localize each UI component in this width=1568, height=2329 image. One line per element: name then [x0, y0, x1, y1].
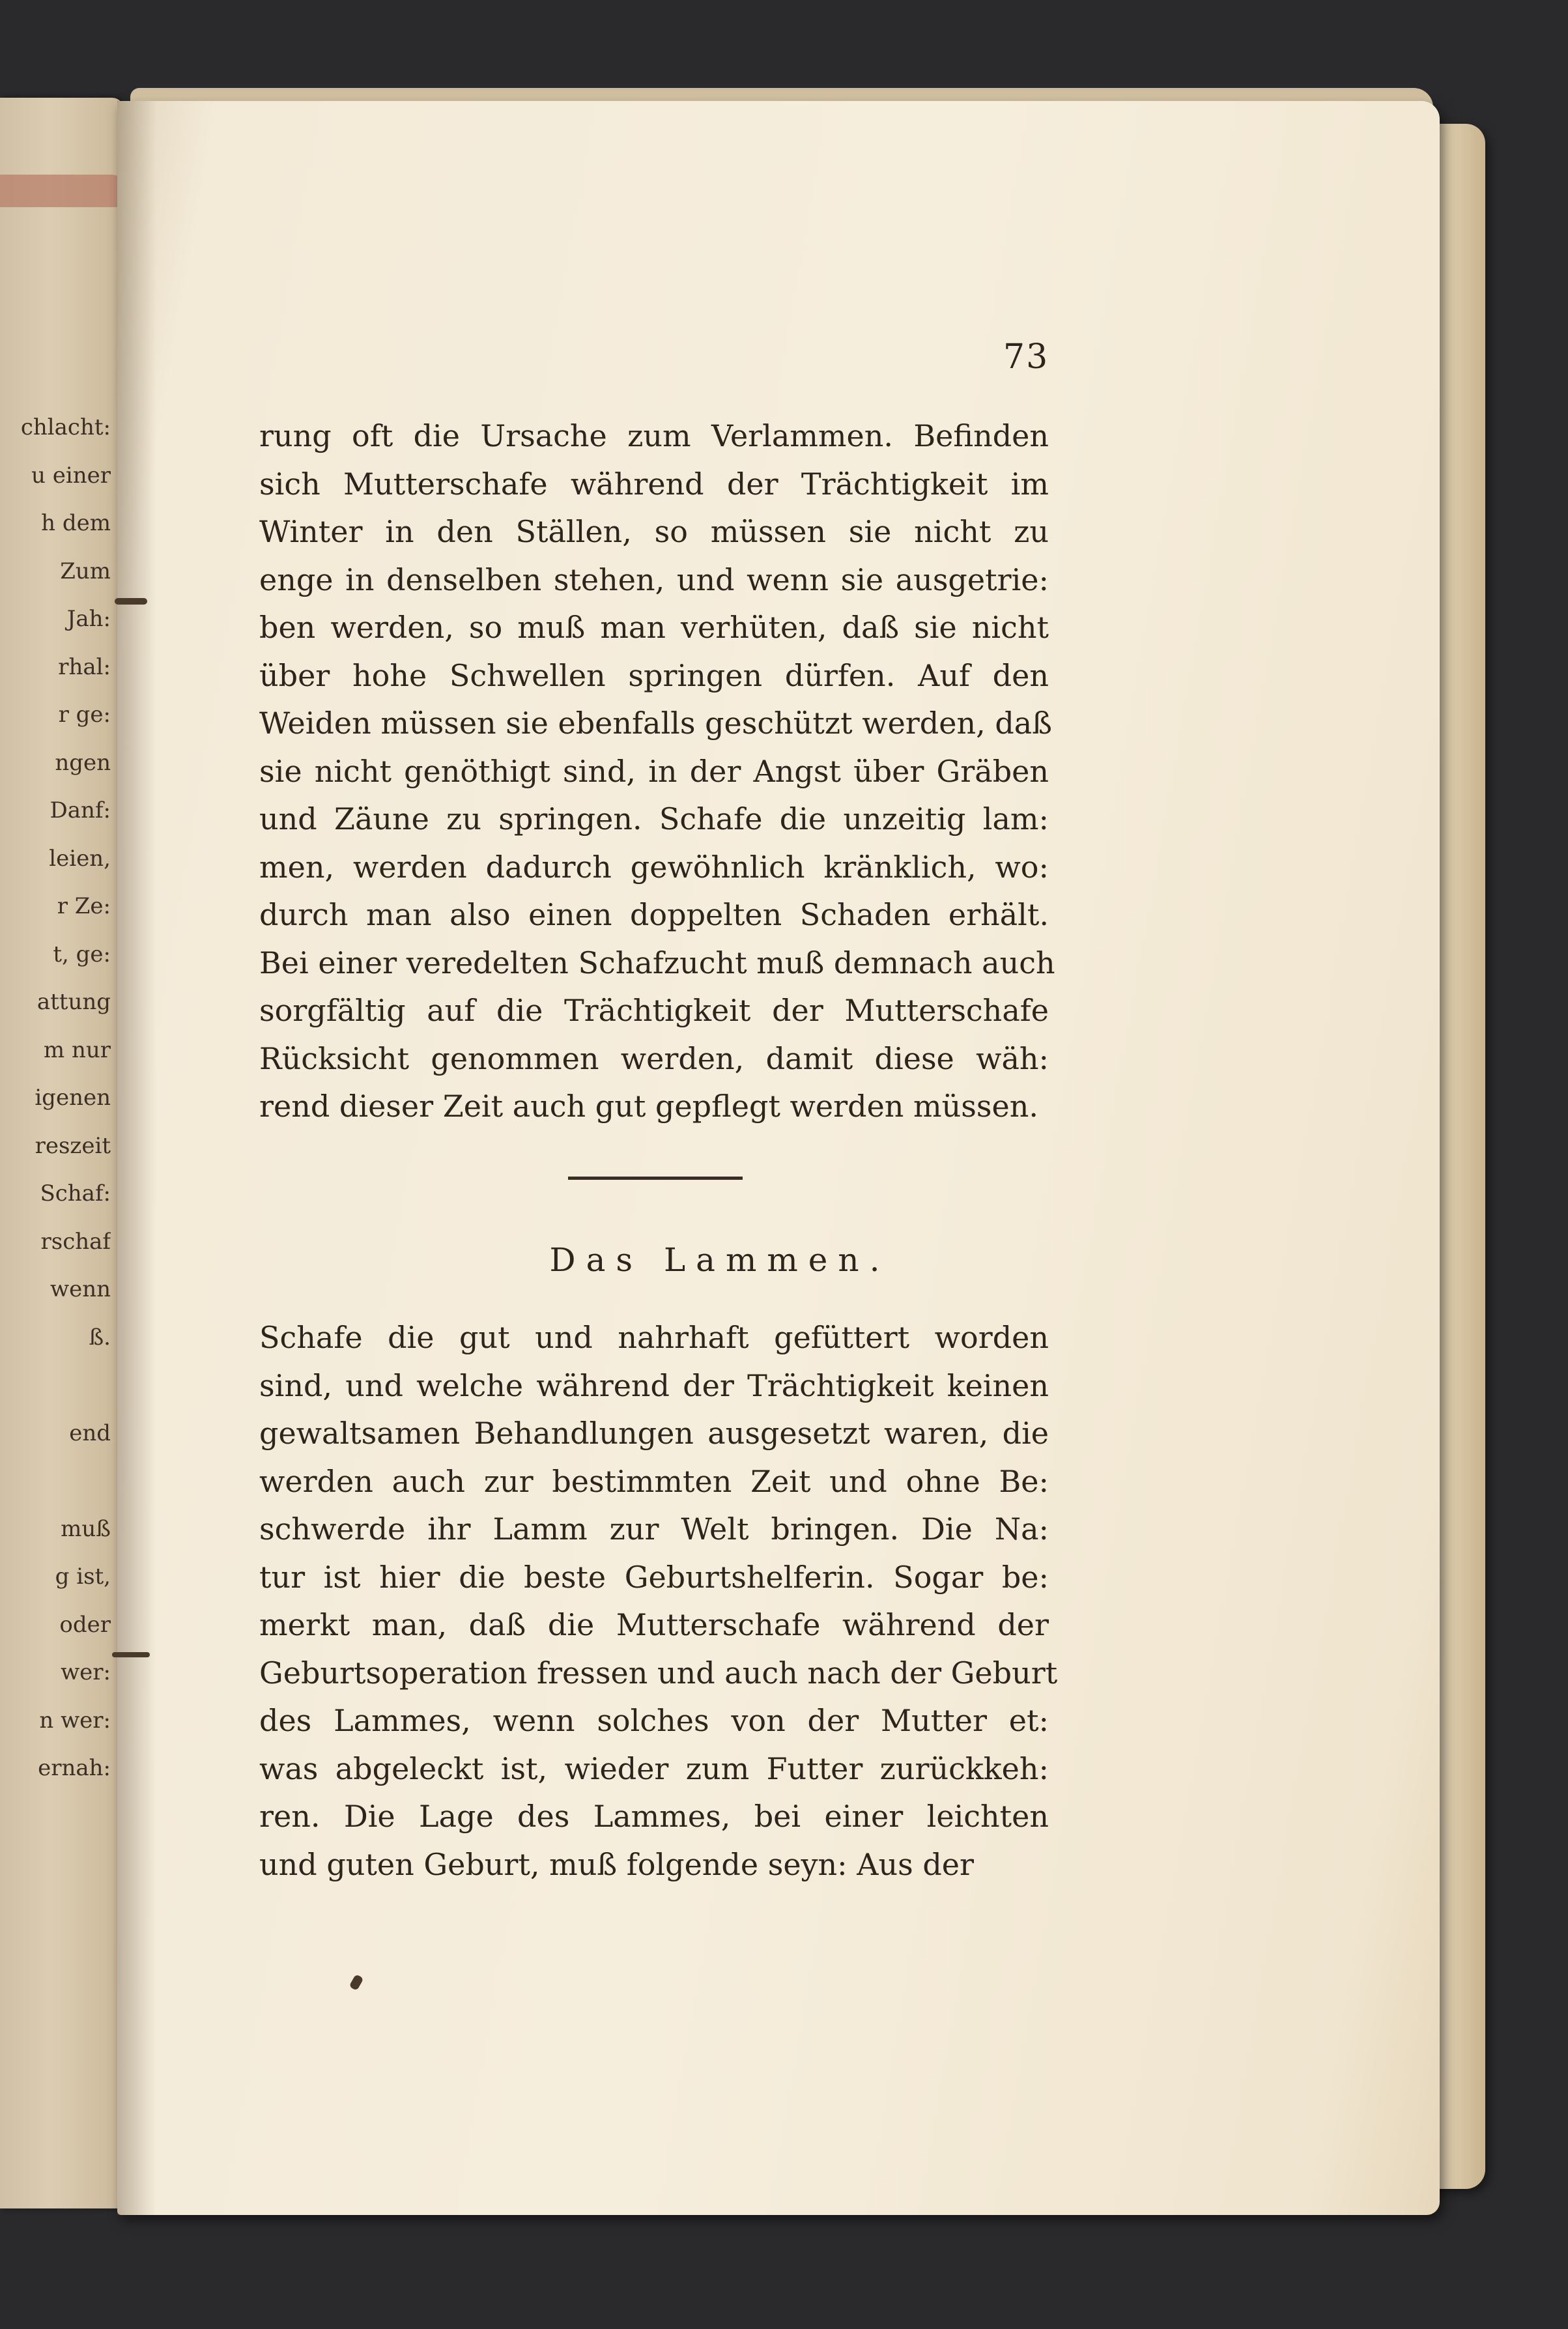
text-line: tur ist hier die beste Geburtshelferin. Sogar be:: [259, 1559, 1049, 1595]
left-page-fragment: reszeit: [35, 1132, 111, 1159]
text-line: enge in denselben stehen, und wenn sie ausgetrie:: [259, 562, 1049, 597]
left-page-top-edge: [0, 175, 124, 207]
text-line: rung oft die Ursache zum Verlammen. Befinden: [259, 418, 1049, 453]
text-line: merkt man, daß die Mutterschafe während der: [259, 1607, 1049, 1642]
left-page-fragment: ß.: [89, 1324, 111, 1350]
paragraph-1: [259, 412, 1055, 1131]
left-page-fragment: rschaf: [40, 1228, 111, 1255]
text-line: durch man also einen doppelten Schaden erhält.: [259, 897, 1049, 932]
left-page-fragment: n wer:: [39, 1707, 111, 1734]
left-page-fragment: u einer: [31, 462, 111, 489]
spine-shadow: [117, 101, 156, 2215]
left-page: [0, 98, 124, 2208]
text-line: werden auch zur bestimmten Zeit und ohne Be:: [259, 1463, 1049, 1499]
left-page-fragment: chlacht:: [20, 414, 111, 440]
left-page-fragment: ernah:: [38, 1755, 111, 1781]
left-page-fragment: end: [69, 1420, 111, 1446]
text-line: sorgfältig auf die Trächtigkeit der Mutterschafe: [259, 993, 1049, 1028]
text-line: und Zäune zu springen. Schafe die unzeitig lam:: [259, 801, 1049, 836]
text-line: Bei einer veredelten Schafzucht muß demnach auch: [259, 945, 1055, 980]
text-line: und guten Geburt, muß folgende seyn: Aus der: [259, 1846, 975, 1882]
left-page-fragment: r ge:: [58, 702, 111, 728]
text-line: ben werden, so muß man verhüten, daß sie nicht: [259, 610, 1049, 645]
left-page-fragment: rhal:: [58, 653, 111, 680]
ink-mark: [115, 598, 147, 605]
left-page-fragment: Danf:: [50, 797, 111, 823]
text-line: Winter in den Ställen, so müssen sie nicht zu: [259, 514, 1049, 549]
text-line: sie nicht genöthigt sind, in der Angst über Gräben: [259, 753, 1049, 789]
left-page-fragment: g ist,: [55, 1564, 111, 1590]
left-page-fragment: [0, 1362, 111, 1410]
text-line: des Lammes, wenn solches von der Mutter et:: [259, 1703, 1049, 1738]
left-page-text-fragments: [0, 404, 111, 1793]
left-page-fragment: igenen: [35, 1085, 111, 1111]
text-line: über hohe Schwellen springen dürfen. Auf den: [259, 657, 1049, 693]
text-line: sind, und welche während der Trächtigkeit keinen: [259, 1367, 1049, 1403]
text-line: ren. Die Lage des Lammes, bei einer leichten: [259, 1799, 1049, 1834]
paragraph-2: [259, 1314, 1058, 1889]
section-divider: [568, 1177, 743, 1180]
left-page-fragment: r Ze:: [57, 893, 111, 919]
text-line: Rücksicht genommen werden, damit diese wäh:: [259, 1040, 1049, 1076]
text-line: was abgeleckt ist, wieder zum Futter zurückkeh:: [259, 1750, 1049, 1786]
page-number: 73: [1003, 337, 1049, 377]
left-page-fragment: oder: [59, 1611, 111, 1638]
left-page-fragment: wer:: [61, 1659, 111, 1685]
text-line: men, werden dadurch gewöhnlich kränklich, wo:: [259, 849, 1049, 885]
left-page-fragment: Schaf:: [40, 1180, 111, 1207]
text-line: Geburtsoperation fressen und auch nach der Geburt: [259, 1655, 1058, 1691]
section-title: Das Lammen.: [549, 1241, 891, 1279]
left-page-fragment: muß: [61, 1515, 111, 1542]
text-line: rend dieser Zeit auch gut gepflegt werden müssen.: [259, 1089, 1038, 1124]
text-line: Schafe die gut und nahrhaft gefüttert worden: [259, 1320, 1049, 1355]
text-line: Weiden müssen sie ebenfalls geschützt werden, daß: [259, 706, 1052, 741]
left-page-fragment: [0, 1457, 111, 1506]
left-page-fragment: Zum: [60, 558, 111, 584]
left-page-fragment: ngen: [55, 749, 111, 776]
left-page-fragment: leien,: [49, 845, 111, 872]
left-page-fragment: m nur: [43, 1036, 111, 1063]
left-page-fragment: wenn: [50, 1276, 111, 1302]
ink-mark: [112, 1652, 150, 1657]
text-line: schwerde ihr Lamm zur Welt bringen. Die Na:: [259, 1511, 1049, 1547]
left-page-fragment: Jah:: [66, 606, 111, 632]
left-page-fragment: attung: [36, 989, 111, 1015]
left-page-fragment: t, ge:: [53, 941, 111, 967]
text-line: sich Mutterschafe während der Trächtigkeit im: [259, 466, 1049, 502]
left-page-fragment: h dem: [41, 510, 111, 536]
text-line: gewaltsamen Behandlungen ausgesetzt waren, die: [259, 1416, 1049, 1451]
